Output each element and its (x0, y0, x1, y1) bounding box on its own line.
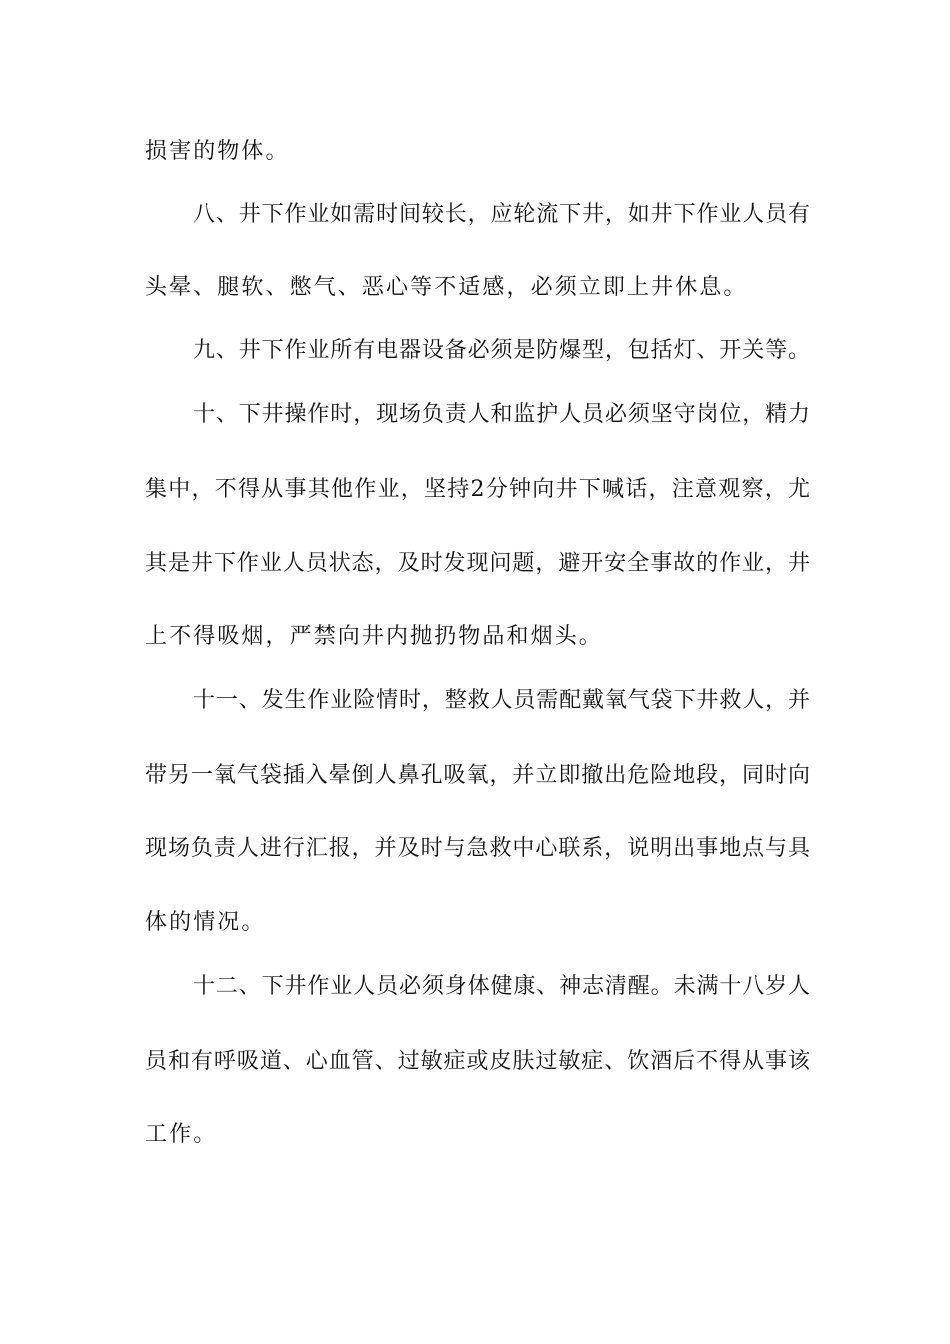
text-line-6: 集中，不得从事其他作业，坚持2分钟向井下喊话，注意观察，尤 (145, 477, 810, 502)
text-line-15: 工作。 (145, 1122, 218, 1147)
text-line-11: 现场负责人进行汇报，并及时与急救中心联系，说明出事地点与具 (145, 836, 810, 861)
text-line-7: 其是井下作业人员状态，及时发现问题，避开安全事故的作业，井 (145, 551, 810, 576)
text-line-12: 体的情况。 (145, 910, 266, 935)
text-line-10: 带另一氧气袋插入晕倒人鼻孔吸氧，并立即撤出危险地段，同时向 (145, 763, 810, 788)
text-line-13: 十二、下井作业人员必须身体健康、神志清醒。未满十八岁人 (193, 974, 810, 999)
text-line-3: 头晕、腿软、憋气、恶心等不适感，必须立即上井休息。 (145, 275, 748, 300)
text-line-1: 损害的物体。 (145, 139, 290, 164)
text-line-9: 十一、发生作业险情时，整救人员需配戴氧气袋下井救人，并 (193, 688, 810, 713)
text-line-2: 八、井下作业如需时间较长，应轮流下井，如井下作业人员有 (193, 202, 810, 227)
text-line-5: 十、下井操作时，现场负责人和监护人员必须坚守岗位，精力 (193, 402, 810, 427)
text-line-14: 员和有呼吸道、心血管、过敏症或皮肤过敏症、饮酒后不得从事该 (145, 1049, 810, 1074)
text-line-8: 上不得吸烟，严禁向井内抛扔物品和烟头。 (145, 624, 603, 649)
text-line-4: 九、井下作业所有电器设备必须是防爆型，包括灯、开关等。 (193, 338, 810, 363)
